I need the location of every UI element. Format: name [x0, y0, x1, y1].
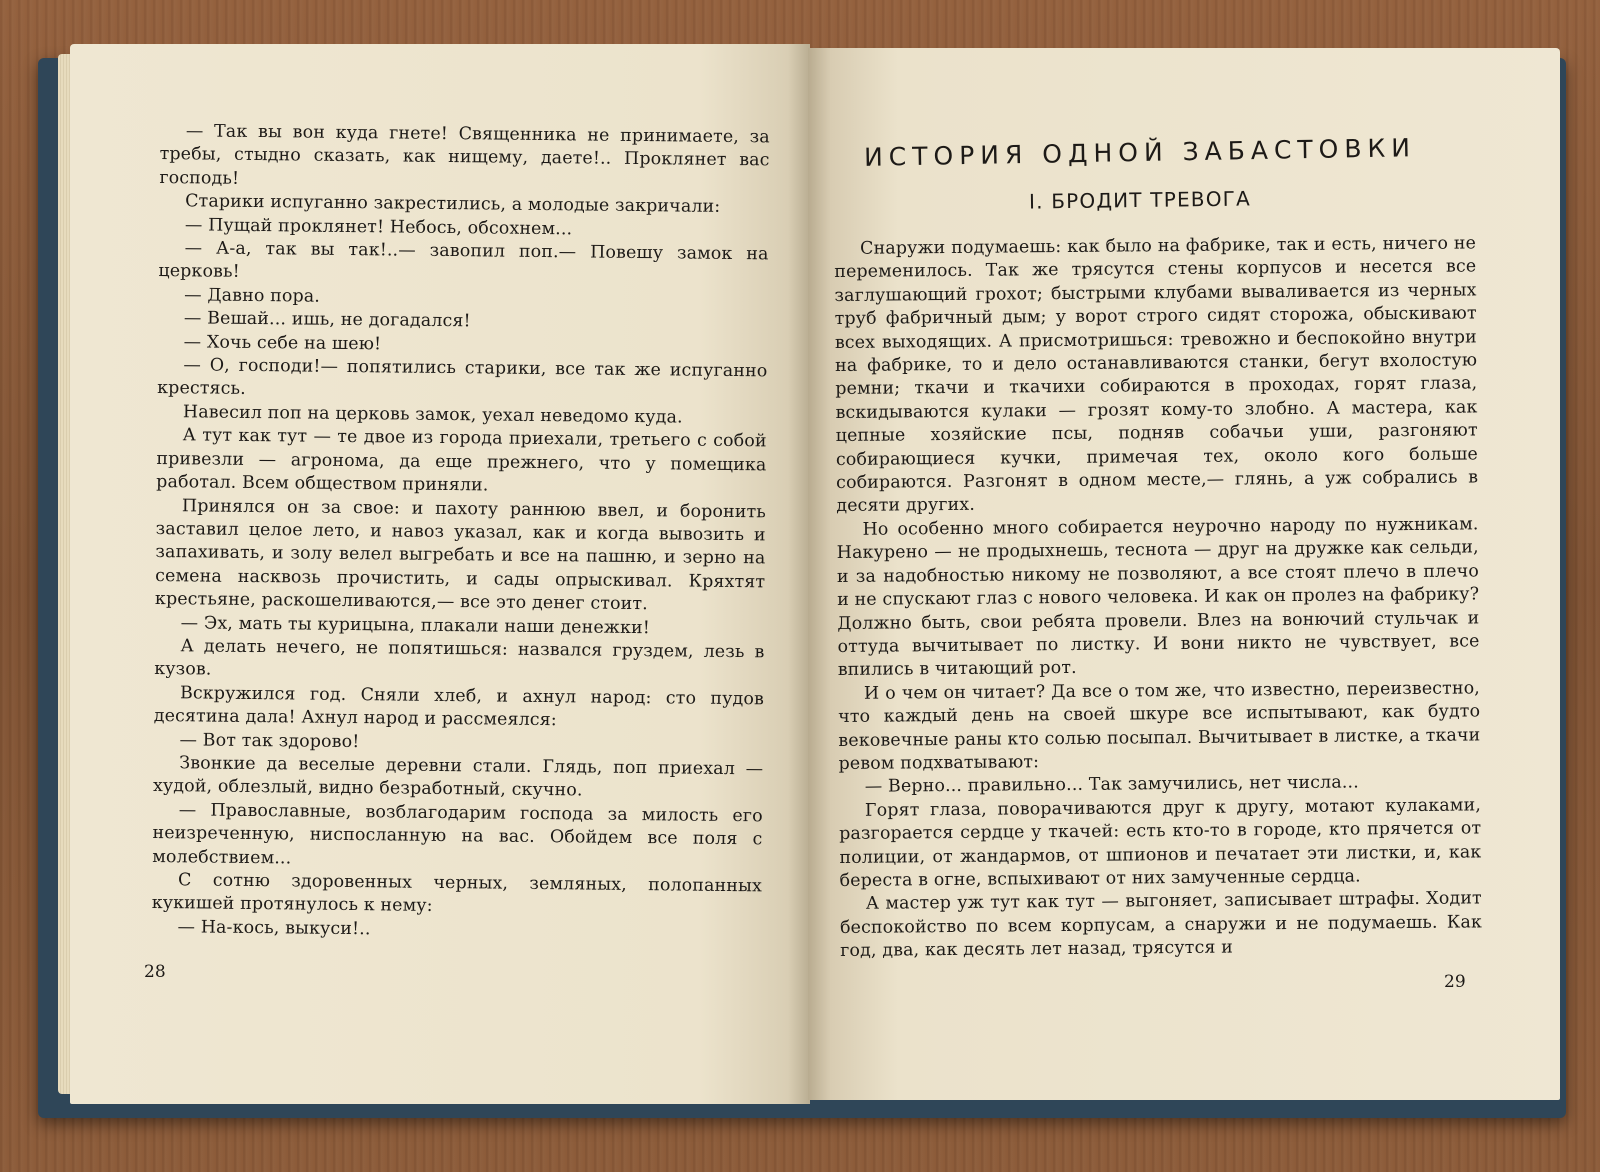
paragraph: — Вешай... ишь, не догадался!	[183, 308, 471, 332]
right-page-text	[834, 232, 1482, 963]
chapter-title: ИСТОРИЯ ОДНОЙ ЗАБАСТОВКИ	[863, 133, 1417, 172]
paragraph: Звонкие да веселые деревни стали. Глядь, поп приехал — худой, облезлый, видно безработный, скучно.	[152, 753, 764, 801]
paragraph: А делать нечего, не попятишься: назвался груздем, лезь в кузов.	[154, 636, 765, 680]
paragraph: — Пущай проклянет! Небось, обсохнем...	[184, 214, 573, 239]
paragraph: Принялся он за свое: и пахоту раннюю ввел, и боронить заставил целое лето, и навоз указал, как и когда вывозить и запахивать, и золу велел выгребать и все на пашню, и зерно на семена насквозь прочистить, и сады опрыскивал. Кряхтят крестьяне, раскошеливаются,— все это денег стоит.	[154, 495, 767, 615]
paragraph: А тут как тут — те двое из города приехали, третьего с собой привезли — агронома, да еще прежнего, что у помещика работал. Всем обществом приняли.	[156, 425, 767, 496]
left-page-text	[151, 120, 770, 946]
paragraph: Вскружился год. Сняли хлеб, и ахнул народ: сто пудов десятина дала! Ахнул народ и рассмеялся:	[153, 682, 765, 731]
right-page	[808, 48, 1560, 1100]
paragraph: — Верно... правильно... Так замучились, нет числа...	[864, 772, 1359, 798]
paragraph: Горят глаза, поворачиваются друг к другу, мотают кулаками, разгорается сердце у ткачей: есть кто-то в городе, кто прячется от полиции, от жандармов, от шпионов и печатает эти листки, и, как береста в огне, вспыхивают от них замученные сердца.	[839, 795, 1482, 891]
paragraph: — Так вы вон куда гнете! Священника не принимаете, за требы, стыдно сказать, как нищему, даете!.. Проклянет вас господь!	[159, 121, 770, 189]
paragraph: — Православные, возблагодарим господа за милость его неизреченную, ниспосланную на вас. Обойдем все поля с молебствием...	[152, 800, 763, 869]
paragraph: Снаружи подумаешь: как было на фабрике, так и есть, ничего не переменилось. Так же трясутся стены корпусов и несется все заглушающий грохот; быстрыми клубами вываливается из черных труб фабричный дым; у ворот строго сидят сторожа, обыскивают всех выходящих. А присмотришься: тревожно и беспокойно внутри на фабрике, то и дело останавливаются станки, бегут вхолостую ремни; ткачи и ткачихи собираются в проходах, горят глаза, вскидываются кулаки — грозят кому-то злобно. А мастера, как цепные хозяйские псы, подняв собачьи уши, разгоняют собирающиеся кучки, примечая тех, около кого больше собираются. Разгонят в одном месте,— глянь, а уж собрались в десяти других.	[834, 233, 1479, 517]
paragraph: — На-кось, выкуси!..	[177, 917, 371, 940]
section-title: I. БРОДИТ ТРЕВОГА	[1028, 186, 1252, 214]
paragraph: — Давно пора.	[184, 285, 321, 307]
paragraph: Старики испуганно закрестились, а молодые закричали:	[185, 191, 721, 218]
paragraph: С сотню здоровенных черных, земляных, полопанных кукишей протянулось к нему:	[151, 870, 763, 917]
paragraph: Навесил поп на церковь замок, уехал неведомо куда.	[182, 402, 683, 428]
paragraph: — Вот так здорово!	[179, 729, 360, 752]
paragraph: А мастер уж тут как тут — выгоняет, записывает штрафы. Ходит беспокойство по всем корпусам, а снаружи и не подумаешь. Как год, два, как десять лет назад, трясутся и	[839, 888, 1483, 962]
page-number-right: 29	[1444, 972, 1466, 992]
paragraph: Но особенно много собирается неурочно народу по нужникам. Накурено — не продыхнешь, теснота — друг на дружке как сельди, и за надобностью никому не позволяют, а все стоят плечо в плечо и не спускают глаз с нового человека. И как он пролез на фабрику? Должно быть, свои ребята провели. Влез на вонючий стульчак и оттуда вычитывает по листку. И вони никто не чувствует, все впились в читающий рот.	[836, 514, 1480, 681]
paragraph: — Хочь себе на шею!	[183, 331, 382, 354]
page-number-left: 28	[144, 962, 166, 982]
paragraph: — Эх, мать ты курицына, плакали наши денежки!	[180, 612, 651, 638]
paragraph: — А-а, так вы так!..— завопил поп.— Повешу замок на церковь!	[158, 238, 769, 283]
paragraph: — О, господи!— попятились старики, все так же испуганно крестясь.	[157, 355, 768, 400]
left-page	[70, 44, 810, 1104]
paragraph: И о чем он читает? Да все о том же, что известно, переизвестно, что каждый день на своей шкуре все испытывают, как будто вековечные раны кто солью посыпал. Вычитывает в листке, а ткачи ревом подхватывают:	[838, 678, 1481, 774]
